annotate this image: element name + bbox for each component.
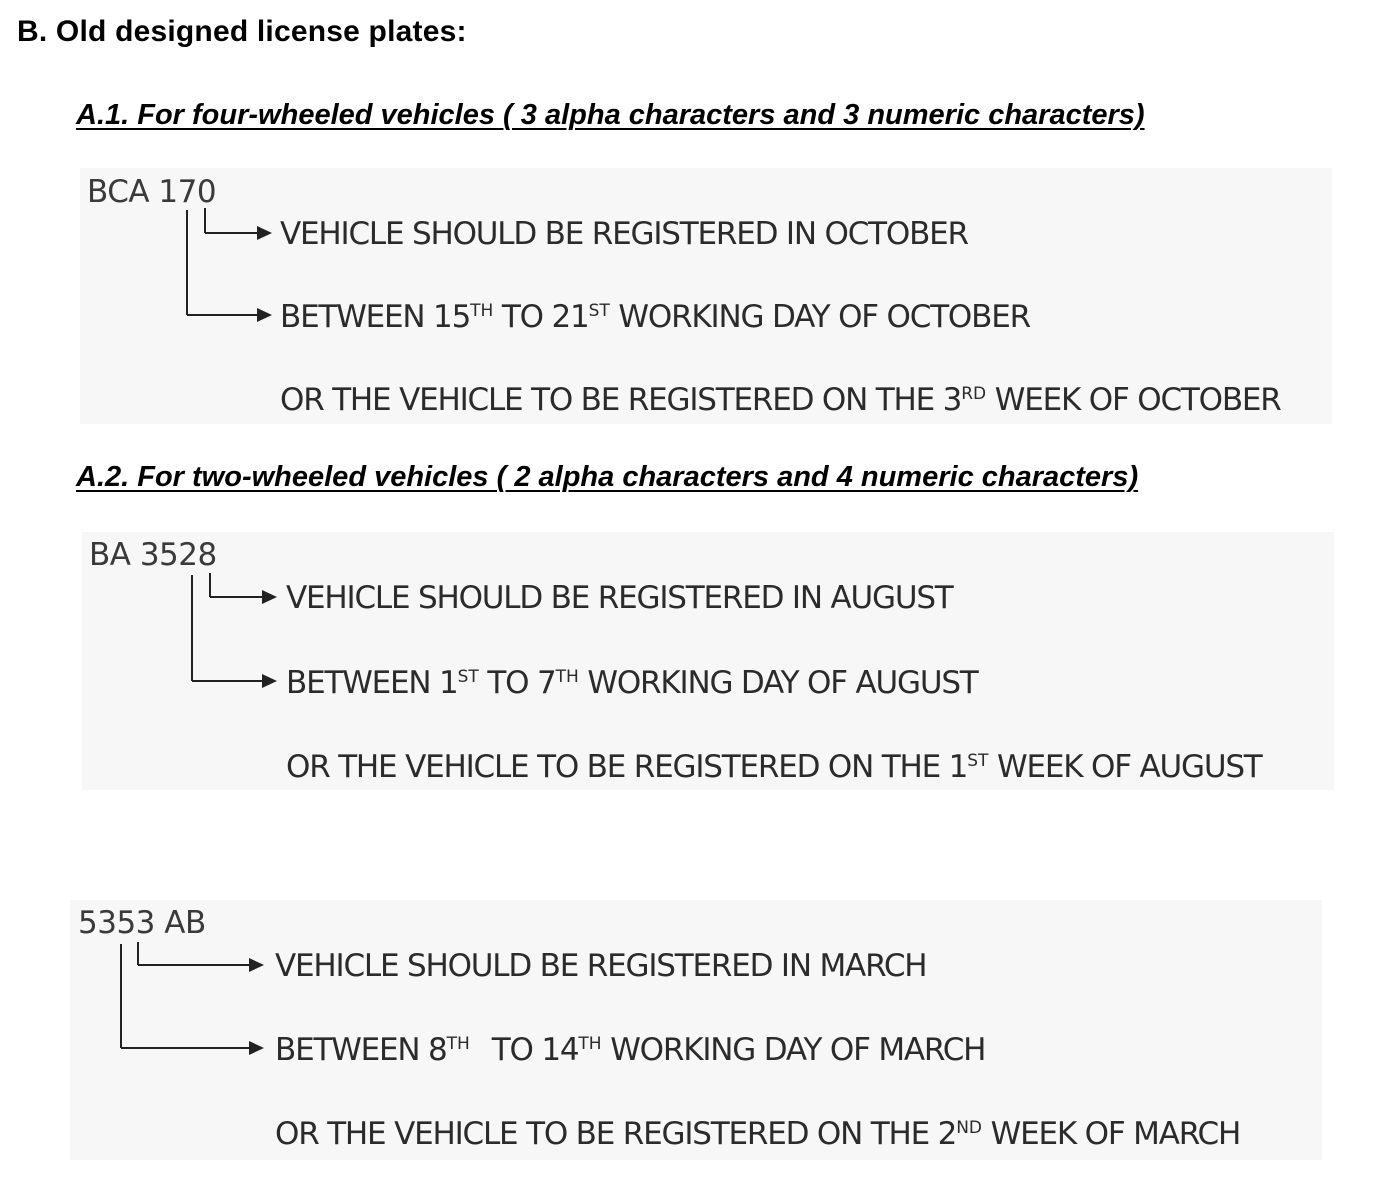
page-heading: B. Old designed license plates: — [17, 15, 467, 48]
arrow-head-icon — [249, 1041, 264, 1055]
plate-example-bca-170: BCA 170 — [87, 174, 217, 210]
a2-line-working-days: BETWEEN 1ST TO 7TH WORKING DAY OF AUGUST — [286, 665, 978, 701]
c-line-working-days: BETWEEN 8TH TO 14TH WORKING DAY OF MARCH — [275, 1032, 986, 1068]
section-a1-heading: A.1. For four-wheeled vehicles ( 3 alpha characters and 3 numeric characters) — [76, 99, 1145, 131]
c-line-registration-week: OR THE VEHICLE TO BE REGISTERED ON THE 2ND WEEK OF MARCH — [275, 1116, 1241, 1152]
section-a2-heading: A.2. For two-wheeled vehicles ( 2 alpha characters and 4 numeric characters) — [76, 461, 1139, 493]
a2-line-registration-week: OR THE VEHICLE TO BE REGISTERED ON THE 1ST WEEK OF AUGUST — [286, 749, 1262, 785]
arrow-head-icon — [249, 958, 264, 972]
a1-line-registration-month: VEHICLE SHOULD BE REGISTERED IN OCTOBER — [280, 216, 968, 252]
a2-line-registration-month: VEHICLE SHOULD BE REGISTERED IN AUGUST — [286, 580, 953, 616]
c-line-registration-month: VEHICLE SHOULD BE REGISTERED IN MARCH — [275, 948, 927, 984]
plate-example-5353-ab: 5353 AB — [78, 905, 206, 941]
a1-line-working-days: BETWEEN 15TH TO 21ST WORKING DAY OF OCTOBER — [280, 299, 1030, 335]
a1-line-registration-week: OR THE VEHICLE TO BE REGISTERED ON THE 3RD WEEK OF OCTOBER — [280, 382, 1281, 418]
plate-example-ba-3528: BA 3528 — [89, 537, 217, 573]
